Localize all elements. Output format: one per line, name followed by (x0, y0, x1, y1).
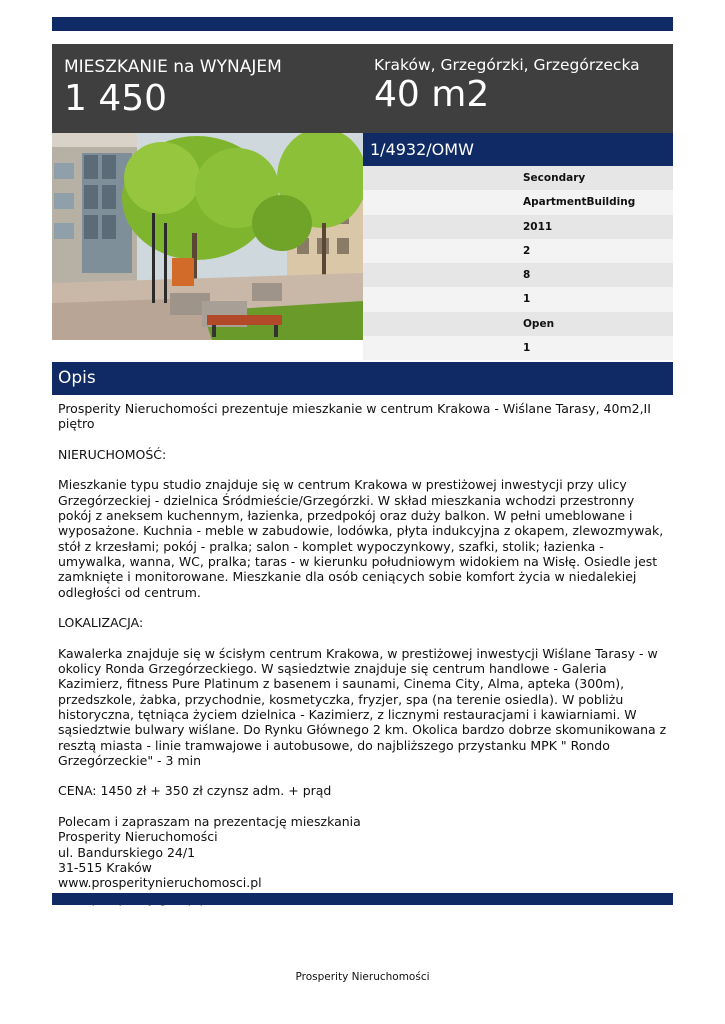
detail-value: Secondary (523, 172, 586, 184)
description-paragraph: LOKALIZACJA: (58, 615, 144, 631)
description-paragraph: Polecam i zapraszam na prezentację mieszkania Prosperity Nieruchomości ul. Bandurskiego 24/1 31-515 Kraków www.prosperitynieruchomosci.pl (58, 814, 361, 891)
footer-text: Prosperity Nieruchomości (295, 971, 430, 983)
detail-value: ApartmentBuilding (523, 196, 636, 209)
detail-value: 2011 (523, 220, 553, 233)
description-paragraph: Prosperity Nieruchomości prezentuje mieszkanie w centrum Krakowa - Wiślane Tarasy, 40m2,II piętro (58, 401, 651, 432)
description-body (58, 401, 670, 921)
detail-value: Open (523, 317, 555, 330)
details-table (363, 166, 673, 360)
listing-price: 1 450 (64, 78, 168, 119)
detail-row (363, 336, 673, 360)
reference-number: 1/4932/OMW (370, 140, 474, 159)
property-photo (52, 133, 363, 340)
detail-row (363, 166, 673, 190)
description-paragraph: Mieszkanie typu studio znajduje się w centrum Krakowa w prestiżowej inwestycji przy ulicy Grzegórzeckiej - dzielnica Śródmieście/Grzegórzki. W skład mieszkania wchodzi przestronny pokój z aneksem kuchennym, łazienka, przedpokój oraz duży balkon. W pełni umeblowane i wyposażone. Kuchnia - meble w zabudowie, lodówka, płyta indukcyjna z okapem, zlewozmywak, stół z krzesłami; pokój - pralka; salon - komplet wypoczynkowy, szafki, stolik; łazienka - umywalka, wanna, WC, pralka; taras - w kierunku południowym widokiem na Wisłę. Osiedle jest zamknięte i monitorowane. Mieszkanie dla osób ceniących sobie komfort życia w niedalekiej odległości od centrum. (58, 477, 664, 600)
detail-row (363, 312, 673, 336)
detail-row (363, 190, 673, 214)
top-accent-bar (52, 17, 673, 31)
detail-value: 8 (523, 269, 531, 282)
description-paragraph: CENA: 1450 zł + 350 zł czynsz adm. + prąd (58, 783, 332, 799)
detail-row (363, 263, 673, 287)
detail-row (363, 287, 673, 311)
listing-area: 40 m2 (374, 74, 490, 115)
listing-location: Kraków, Grzegórzki, Grzegórzecka (374, 56, 640, 74)
listing-header (52, 44, 673, 133)
detail-row (363, 215, 673, 239)
description-section-header (52, 362, 673, 395)
section-title: Opis (58, 368, 96, 388)
detail-value: 1 (523, 342, 531, 355)
reference-bar (363, 133, 673, 166)
description-paragraph: Kawalerka znajduje się w ścisłym centrum Krakowa, w prestiżowej inwestycji Wiślane Tarasy - w okolicy Ronda Grzegórzeckiego. W sąsiedztwie znajduje się centrum handlowe - Galeria Kazimierz, fitness Pure Platinum z basenem i saunami, Cinema City, Alma, apteka (300m), przedszkole, żabka, przychodnie, kosmetyczka, fryzjer, spa (na terenie osiedla). W pobliżu historyczna, tętniąca życiem dzielnica - Kazimierz, z licznymi restauracjami i kawiarniami. W sąsiedztwie bulwary wiślane. Do Rynku Głównego 2 km. Okolica bardzo dobrze skomunikowana z resztą miasta - linie tramwajowe i autobusowe, do najbliższego przystanku MPK " Rondo Grzegórzeckie" - 3 min (58, 645, 667, 768)
bottom-accent-bar (52, 893, 673, 905)
detail-row (363, 239, 673, 263)
listing-type: MIESZKANIE na WYNAJEM (64, 57, 282, 77)
description-paragraph: NIERUCHOMOŚĆ: (58, 446, 167, 462)
detail-value: 2 (523, 244, 531, 257)
detail-value: 1 (523, 293, 531, 306)
